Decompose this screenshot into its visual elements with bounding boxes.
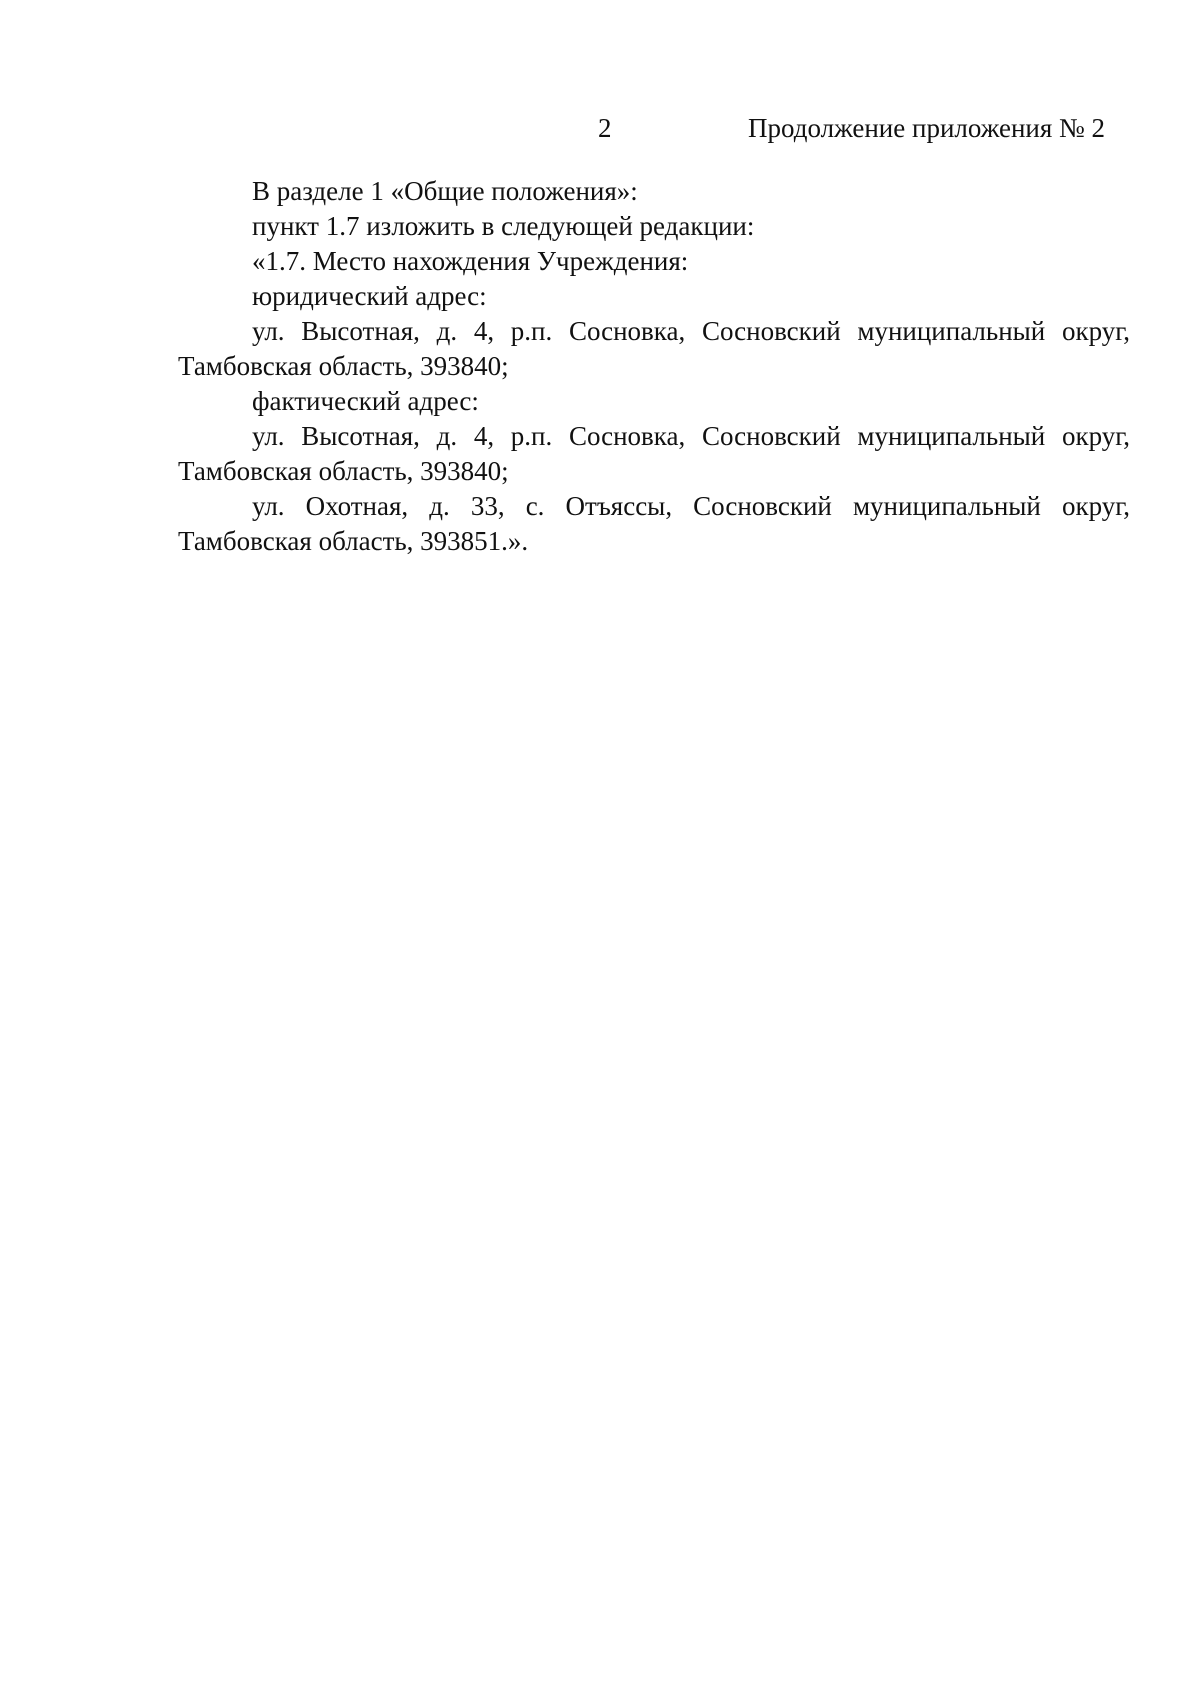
actual-address-1: ул. Высотная, д. 4, р.п. Сосновка, Сосновский муниципальный округ, Тамбовская область, 393840; xyxy=(178,421,1130,486)
appendix-continuation-header: Продолжение приложения № 2 xyxy=(748,113,1106,143)
legal-address: ул. Высотная, д. 4, р.п. Сосновка, Сосновский муниципальный округ, Тамбовская область, 393840; xyxy=(178,316,1130,381)
legal-address-label: юридический адрес: xyxy=(252,281,487,311)
actual-address-label: фактический адрес: xyxy=(252,386,479,416)
section-reference: В разделе 1 «Общие положения»: xyxy=(252,176,638,206)
clause-heading: «1.7. Место нахождения Учреждения: xyxy=(252,246,689,276)
document-body xyxy=(178,174,1130,559)
amendment-instruction: пункт 1.7 изложить в следующей редакции: xyxy=(252,211,755,241)
actual-address-2: ул. Охотная, д. 33, с. Отъяссы, Сосновский муниципальный округ, Тамбовская область, 393851.». xyxy=(178,491,1130,556)
page-number: 2 xyxy=(598,113,612,143)
